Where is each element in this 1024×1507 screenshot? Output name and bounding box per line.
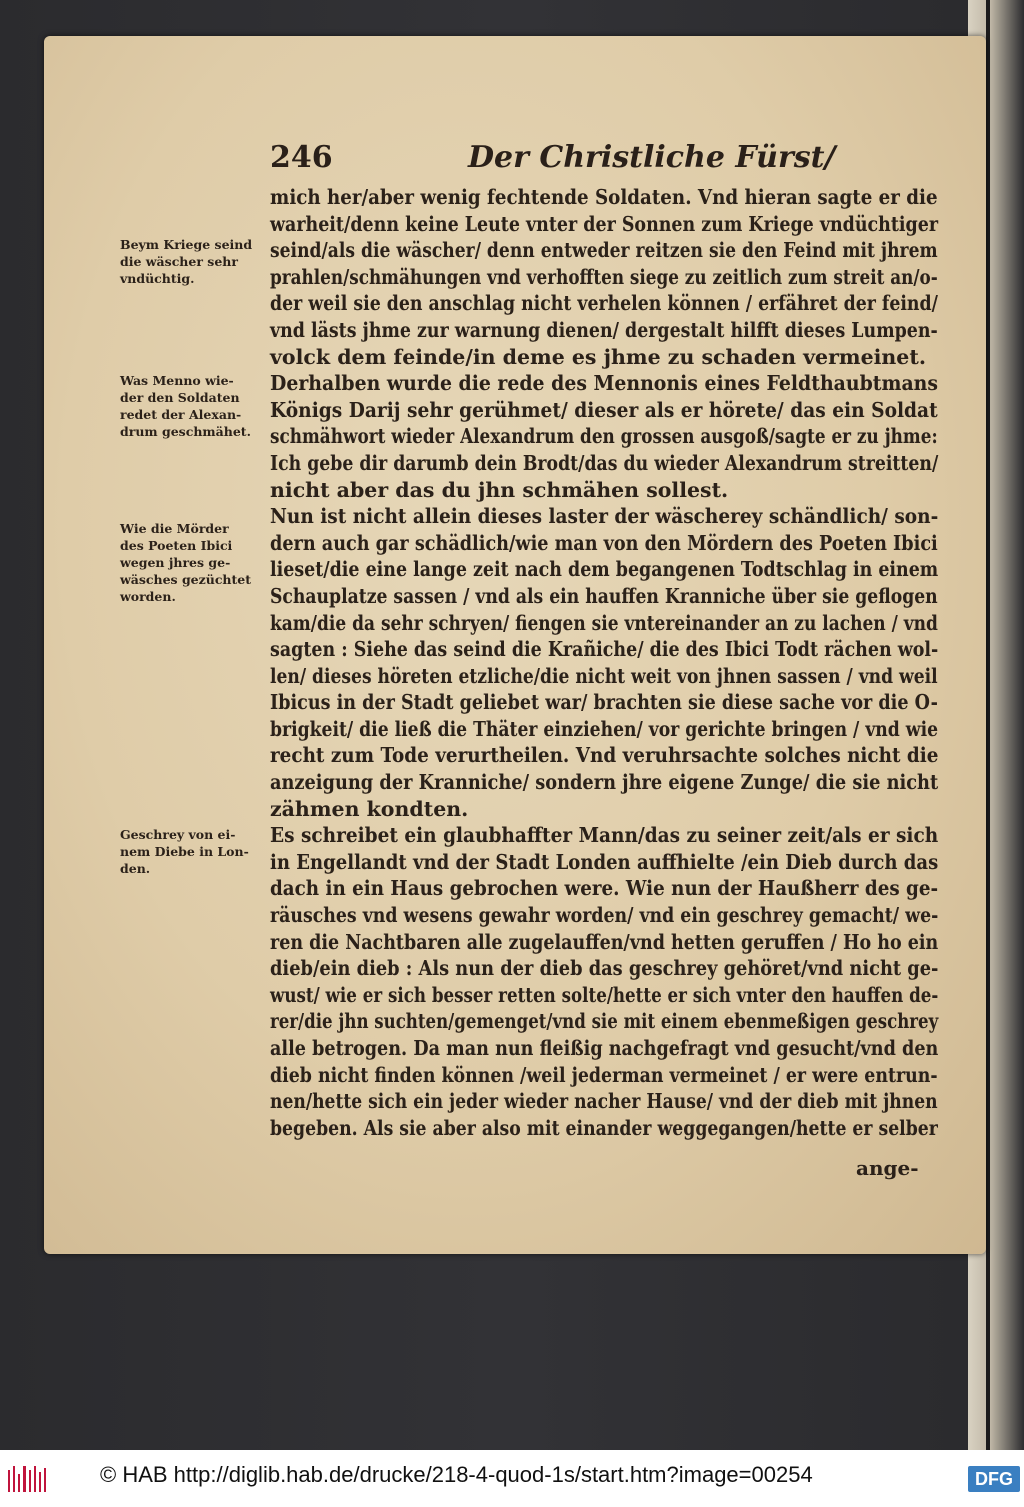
text-line: nen/hette sich ein jeder wieder nacher Hause/ vnd der dieb mit jhnen (270, 1089, 938, 1114)
footer-bar (0, 1450, 1024, 1507)
text-line: wust/ wie er sich besser retten solte/hette er sich vnter den hauffen de- (270, 982, 939, 1007)
text-line: sagten : Siehe das seind die Krañiche/ die des Ibici Todt rächen wol- (270, 637, 939, 662)
text-line: anzeigung der Kranniche/ sondern jhre eigene Zunge/ die sie nicht (270, 770, 939, 795)
copyright-link[interactable]: © HAB http://diglib.hab.de/drucke/218-4-quod-1s/start.htm?image=00254 (100, 1462, 813, 1487)
text-line: recht zum Tode verurtheilen. Vnd veruhrsachte solches nicht die (270, 743, 939, 768)
margin-note-line: Wie die Mörder (120, 521, 229, 536)
dfg-logo-icon: DFG (968, 1466, 1020, 1492)
margin-note-line: redet der Alexan- (120, 407, 242, 422)
text-line: nicht aber das du jhn schmähen sollest. (270, 477, 729, 502)
text-line: Derhalben wurde die rede des Mennonis eines Feldthaubtmans (270, 371, 939, 396)
margin-note-line: Was Menno wie- (120, 373, 234, 388)
margin-note-line: Beym Kriege seind (120, 237, 253, 252)
text-line: mich her/aber wenig fechtende Soldaten. Vnd hieran sagte er die (270, 185, 938, 209)
text-line: seind/als die wäscher/ denn entweder reitzen sie den Feind mit jhrem (270, 238, 938, 263)
body-text (270, 184, 938, 1141)
text-line: der weil sie den anschlag nicht verhelen können / erfähret der feind/ (270, 291, 938, 316)
margin-note-line: der den Soldaten (120, 390, 240, 405)
margin-note-line: worden. (120, 589, 176, 604)
margin-note-line: den. (120, 861, 151, 876)
text-line: schmähwort wieder Alexandrum den grossen ausgoß/sagte er zu jhme: (270, 424, 938, 449)
text-line: Ibicus in der Stadt geliebet war/ brachten sie diese sache vor die O- (270, 690, 938, 715)
running-title: Der Christliche Fürst/ (468, 140, 836, 175)
page-number: 246 (270, 140, 333, 175)
margin-note-line: drum geschmähet. (120, 424, 251, 439)
text-line: in Engellandt vnd der Stadt Londen auffhielte /ein Dieb durch das (270, 849, 939, 874)
margin-note-line: vndüchtig. (120, 271, 195, 286)
text-line: vnd lästs jhme zur warnung dienen/ dergestalt hilfft dieses Lumpen- (270, 317, 938, 342)
text-line: alle betrogen. Da man nun fleißig nachgefragt vnd gesucht/vnd den (270, 1036, 939, 1060)
text-line: prahlen/schmähungen vnd verhofften siege zu zeitlich zum streit an/o- (270, 264, 938, 289)
text-line: warheit/denn keine Leute vnter der Sonnen zum Kriege vndüchtiger (270, 211, 939, 236)
text-line: Nun ist nicht allein dieses laster der wäscherey schändlich/ son- (270, 504, 939, 529)
catchword: ange- (856, 1156, 919, 1180)
text-line: Schauplatze sassen / vnd als ein hauffen Kranniche über sie geflogen (270, 583, 938, 608)
margin-note-line: wäsches gezüchtet (120, 572, 252, 587)
text-line: rer/die jhn suchten/gemenget/vnd sie mit einem ebenmeßigen geschrey (270, 1009, 939, 1034)
margin-note (120, 826, 270, 877)
text-line: dieb/ein dieb : Als nun der dieb das geschrey gehöret/vnd nicht ge- (270, 956, 939, 981)
text-line: len/ dieses höreten etzliche/die nicht weit von jhnen sassen / vnd weil (270, 663, 938, 688)
margin-note-line: des Poeten Ibici (120, 538, 233, 553)
margin-note-line: wegen jhres ge- (120, 555, 231, 570)
text-line: zähmen kondten. (270, 796, 469, 821)
margin-note (120, 520, 270, 605)
text-line: Es schreibet ein glaubhaffter Mann/das zu seiner zeit/als er sich (270, 823, 939, 848)
text-line: Königs Darij sehr gerühmet/ dieser als er hörete/ das ein Soldat (270, 397, 938, 422)
text-line: lieset/die eine lange zeit nach dem begangenen Todtschlag in einem (270, 557, 939, 582)
margin-note-line: nem Diebe in Lon- (120, 844, 249, 859)
text-line: volck dem feinde/in deme es jhme zu schaden vermeinet. (270, 344, 926, 369)
text-line: dach in ein Haus gebrochen were. Wie nun der Haußherr des ge- (270, 876, 939, 901)
text-line: kam/die da sehr schryen/ fiengen sie vntereinander an zu lachen / vnd (270, 610, 938, 635)
text-line: Ich gebe dir darumb dein Brodt/das du wieder Alexandrum streitten/ (270, 450, 939, 475)
hab-logo-icon (8, 1466, 46, 1492)
margin-note (120, 236, 270, 287)
book-edge-strip (986, 0, 990, 1450)
text-line: ren die Nachtbaren alle zugelauffen/vnd hetten geruffen / Ho ho ein (270, 929, 939, 954)
text-line: räusches vnd wesens gewahr worden/ vnd ein geschrey gemacht/ we- (270, 903, 939, 928)
text-line: dern auch gar schädlich/wie man von den Mördern des Poeten Ibici (270, 530, 938, 555)
margin-note-line: Geschrey von ei- (120, 827, 236, 842)
text-line: brigkeit/ die ließ die Thäter einziehen/ vor gerichte bringen / vnd wie (270, 716, 939, 741)
margin-note-line: die wäscher sehr (120, 254, 238, 269)
text-line: begeben. Als sie aber also mit einander weggegangen/hette er selber (270, 1115, 938, 1140)
margin-note (120, 372, 270, 440)
text-line: dieb nicht finden können /weil jederman vermeinet / er were entrun- (270, 1062, 938, 1087)
